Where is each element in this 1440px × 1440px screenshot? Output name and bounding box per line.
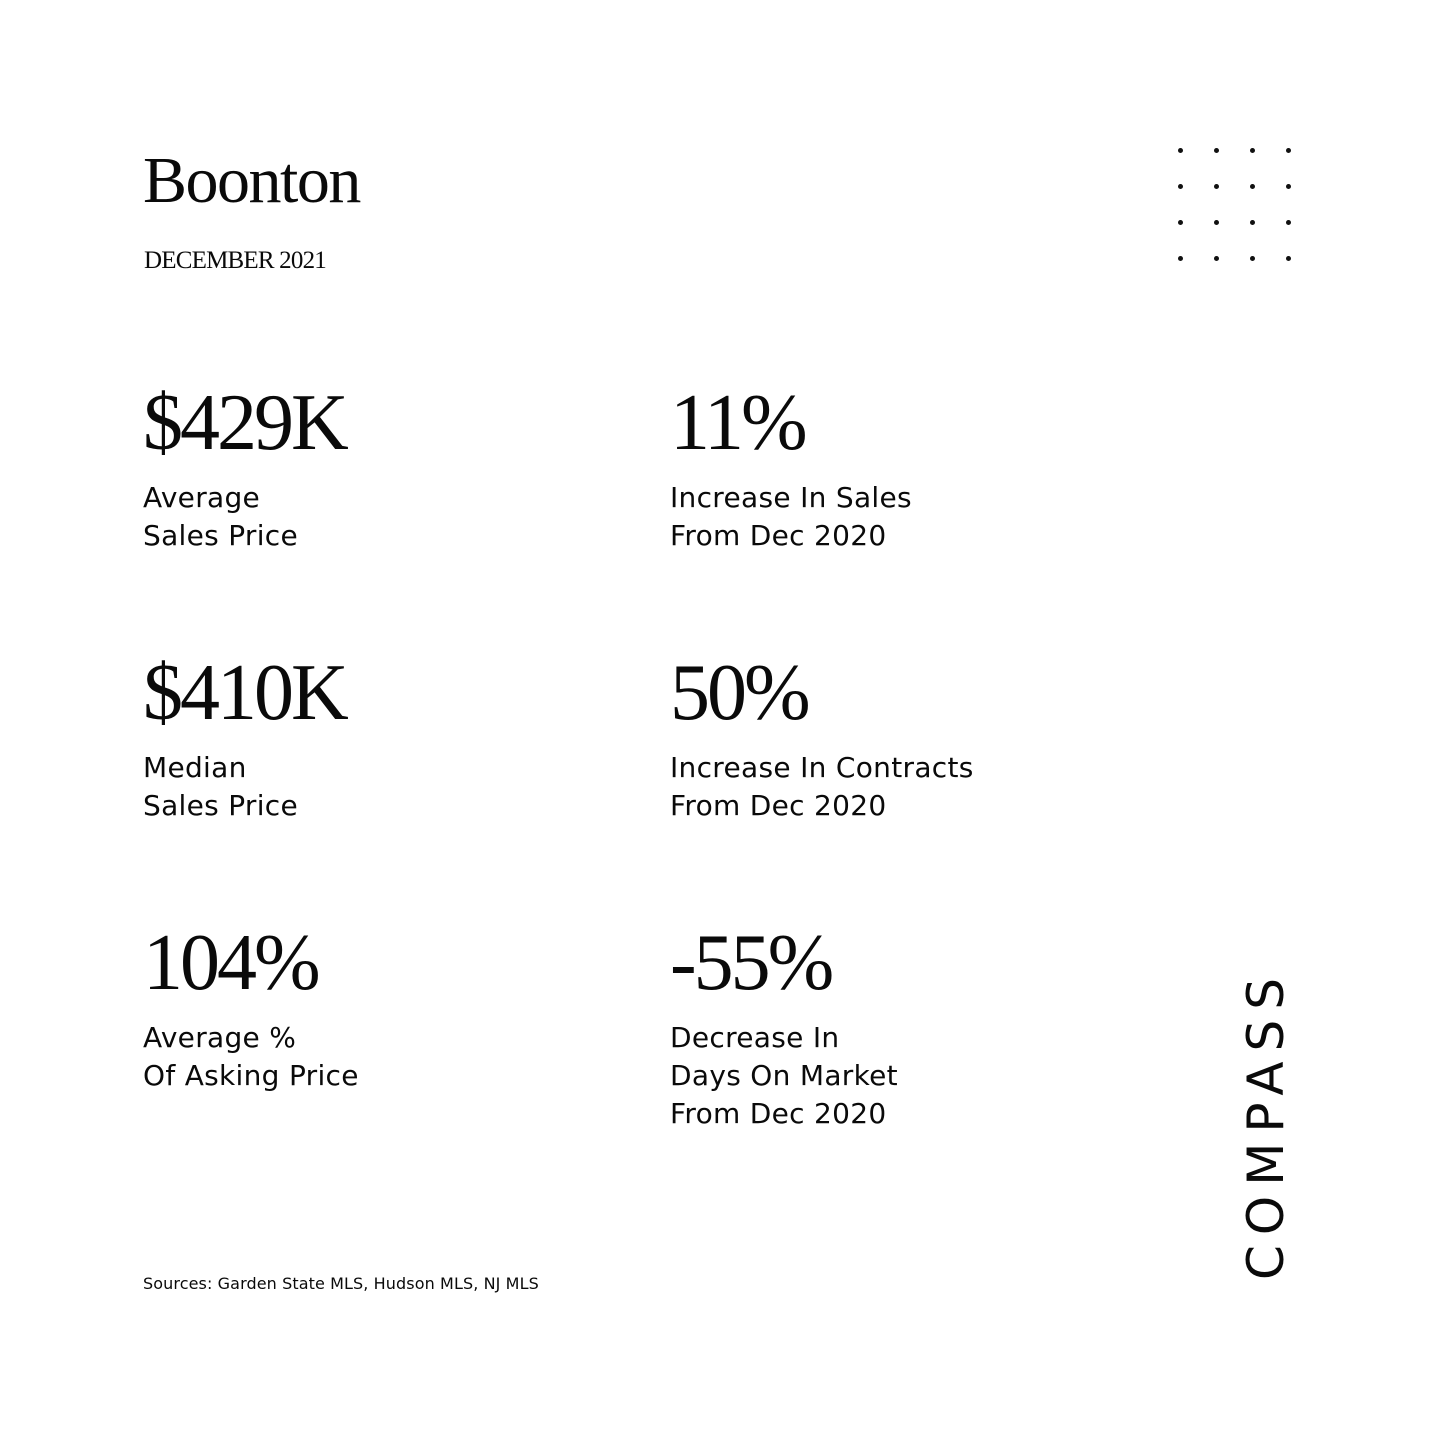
page-title: Boonton — [143, 144, 360, 217]
stat-value: 50% — [670, 649, 808, 737]
stat-label — [670, 1019, 898, 1133]
sources-note: Sources: Garden State MLS, Hudson MLS, NJ MLS — [143, 1274, 539, 1293]
stat-value: 11% — [670, 379, 805, 467]
stat-value: -55% — [670, 919, 832, 1007]
report-date: DECEMBER 2021 — [144, 247, 326, 274]
stat-label-line: Of Asking Price — [143, 1059, 359, 1092]
stat-median-sales-price — [143, 649, 346, 825]
stat-label — [143, 1019, 359, 1095]
stat-label-line: From Dec 2020 — [670, 519, 887, 552]
stat-value: 104% — [143, 919, 318, 1007]
stat-label-line: Median — [143, 751, 247, 784]
stat-average-percent-of-asking — [143, 919, 359, 1095]
stat-label-line: Average — [143, 481, 261, 514]
dot-grid-icon — [1176, 144, 1296, 264]
stat-increase-in-contracts — [670, 649, 974, 825]
stat-label-line: Decrease In — [670, 1021, 840, 1054]
stat-label-line: Sales Price — [143, 519, 299, 552]
stat-value: $429K — [143, 379, 346, 467]
stat-label-line: Average % — [143, 1021, 297, 1054]
stat-decrease-days-on-market — [670, 919, 898, 1133]
stat-value: $410K — [143, 649, 346, 737]
stat-label — [143, 749, 346, 825]
stat-label-line: Sales Price — [143, 789, 299, 822]
stat-label-line: Days On Market — [670, 1059, 898, 1092]
stat-label — [670, 479, 912, 555]
stat-label — [143, 479, 346, 555]
stat-label-line: Increase In Sales — [670, 481, 912, 514]
logo-text: COMPASS — [1237, 967, 1295, 1281]
stat-label-line: From Dec 2020 — [670, 1097, 887, 1130]
stat-average-sales-price — [143, 379, 346, 555]
stat-label-line: From Dec 2020 — [670, 789, 887, 822]
stat-increase-in-sales — [670, 379, 912, 555]
stat-label — [670, 749, 974, 825]
stat-label-line: Increase In Contracts — [670, 751, 974, 784]
